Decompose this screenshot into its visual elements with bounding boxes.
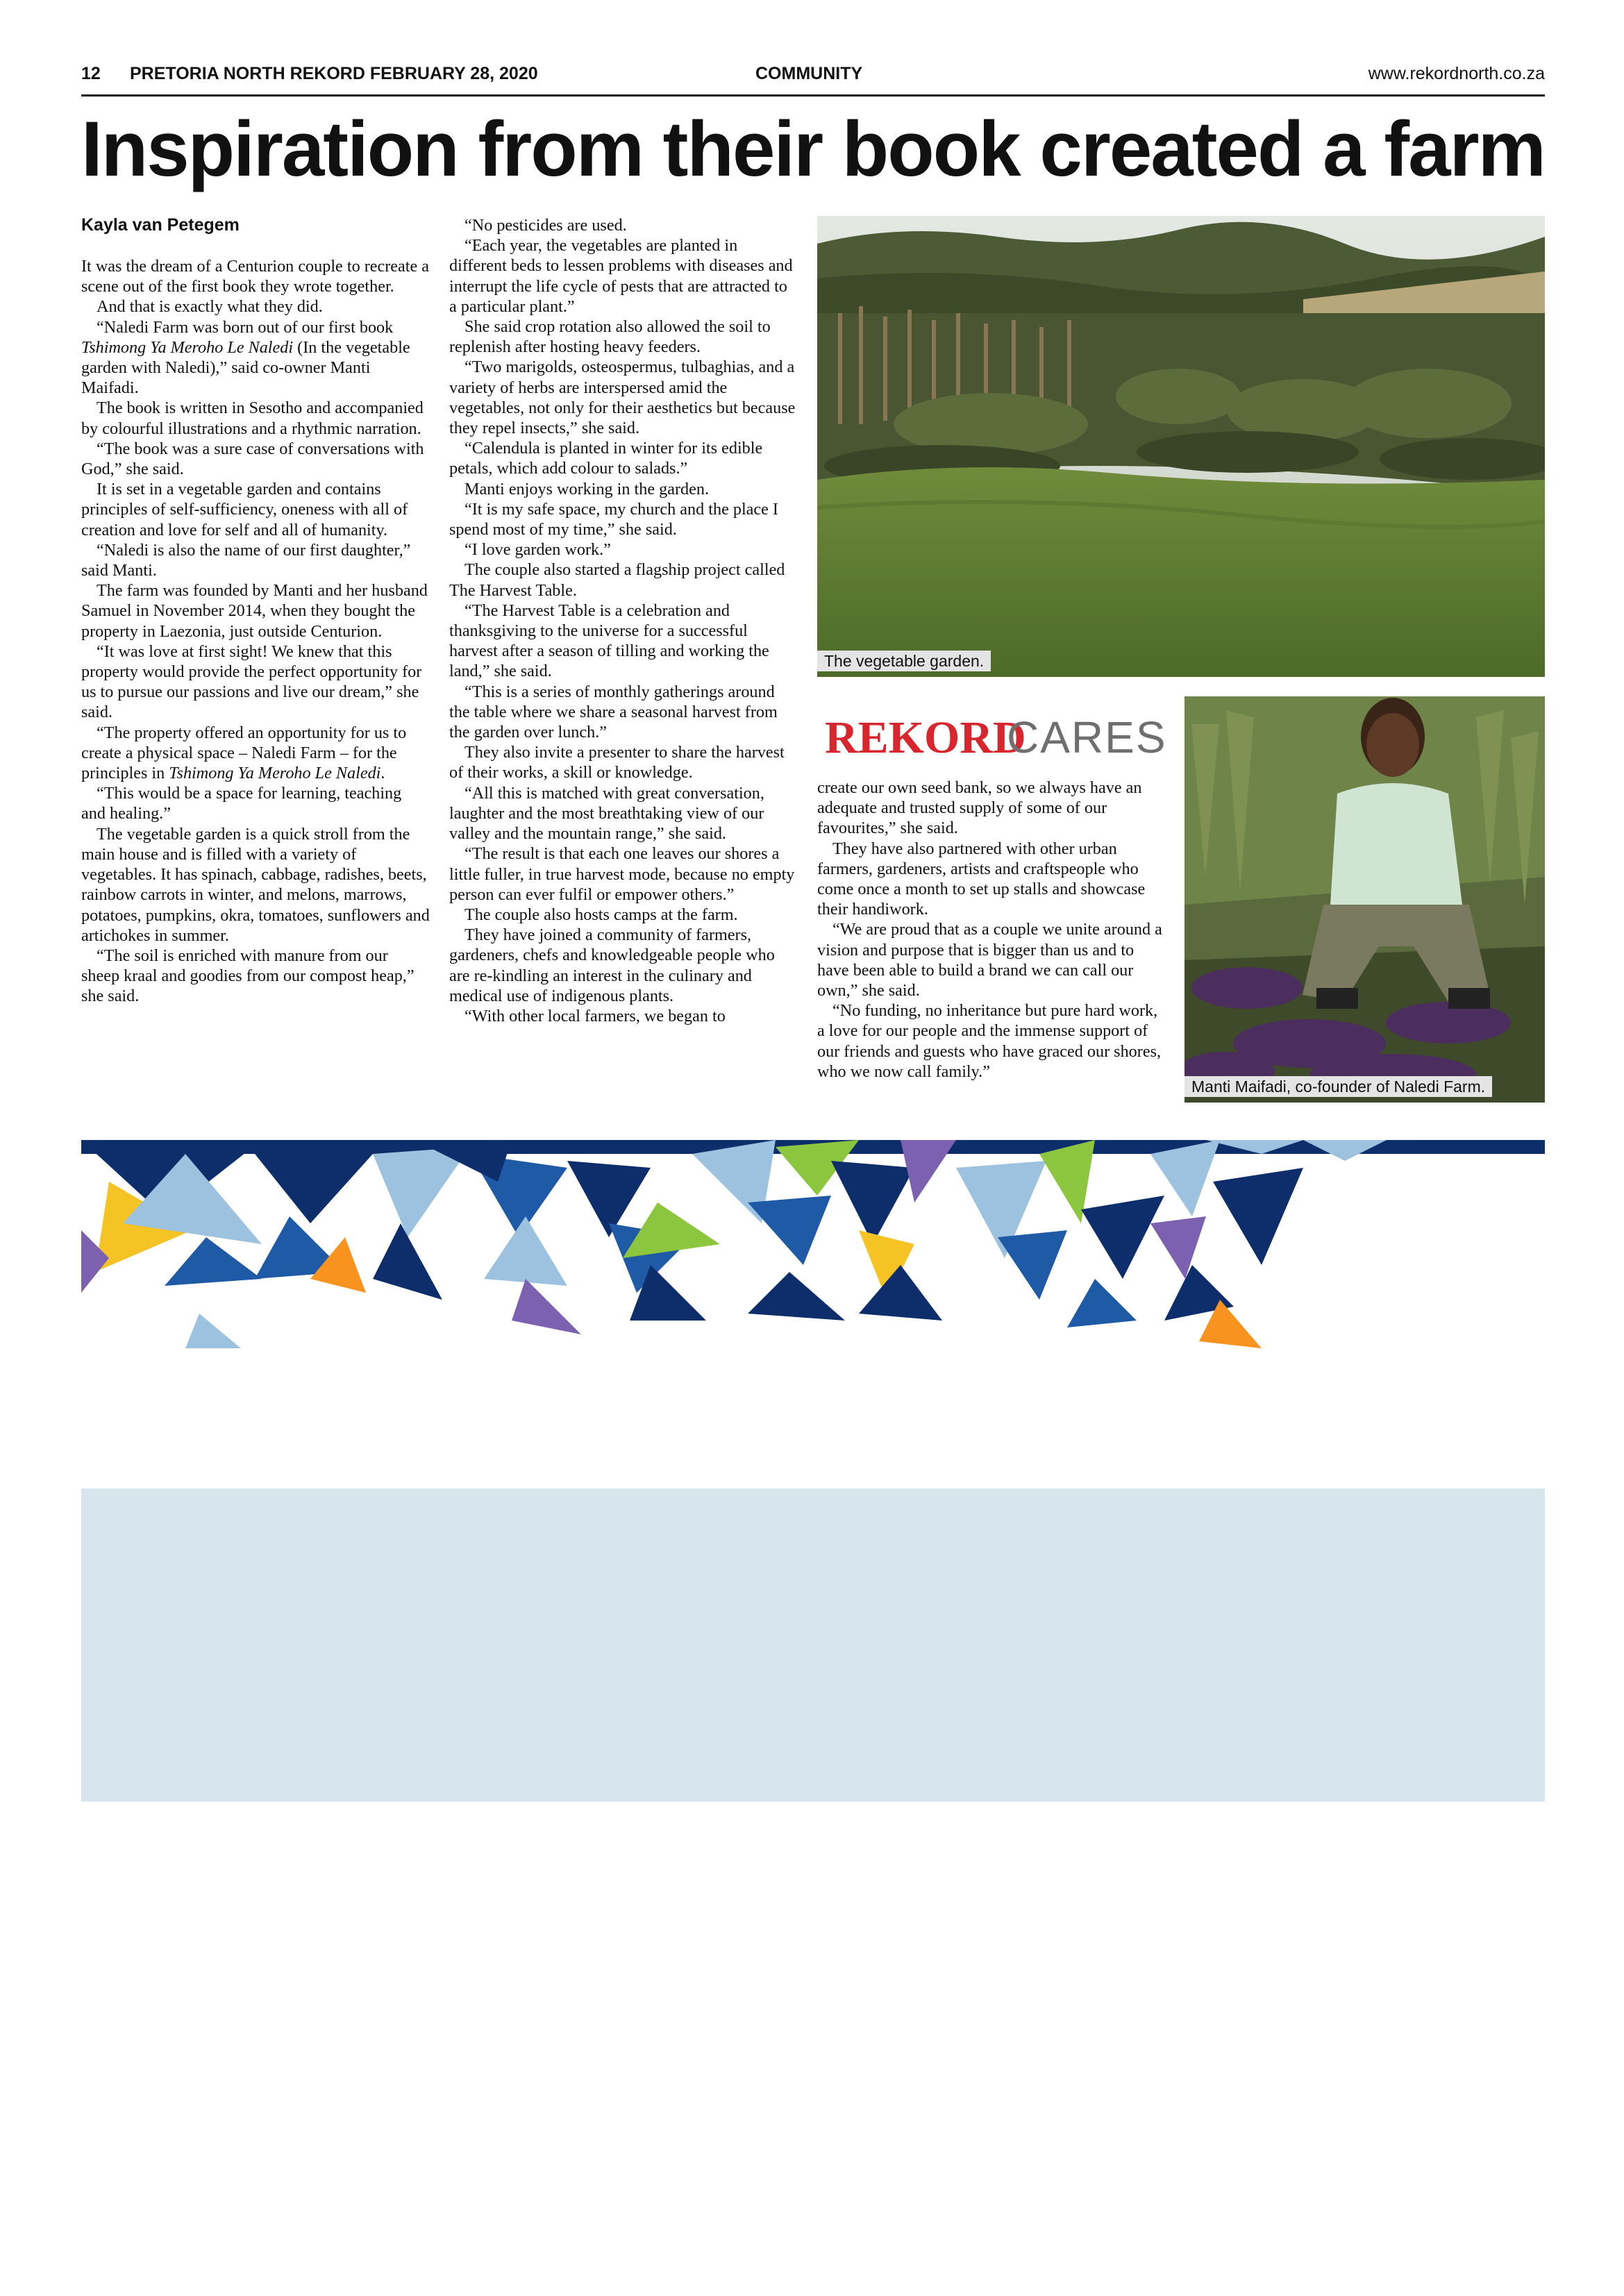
paragraph: “It was love at first sight! We knew that this property would provide the perfect opportunity for us to pursue our passions and live our dream,” she said. — [81, 642, 422, 722]
paragraph: The vegetable garden is a quick stroll from the main house and is filled with a variety of vegetables. It has spinach, cabbage, radishes, beets, rainbow carrots in winter, and melons, marrows, potatoes, pumpkins, okra, tomatoes, sunflowers and artichokes in summer. — [81, 824, 430, 945]
rekord-wordmark: REKORD — [825, 712, 1026, 763]
paragraph: create our own seed bank, so we always have an adequate and trusted supply of some of our favourites,” she said. — [817, 778, 1142, 838]
paragraph: “Each year, the vegetables are planted in different beds to lessen problems with diseases and interrupt the life cycle of pests that are attracted to a particular plant.” — [449, 236, 793, 316]
headline: Inspiration from their book created a farm — [81, 106, 1545, 192]
paragraph: The couple also started a flagship project called The Harvest Table. — [449, 560, 785, 600]
paragraph: “It is my safe space, my church and the place I spend most of my time,” she said. — [449, 499, 778, 539]
portrait-image — [1184, 696, 1545, 1103]
paragraph: “The Harvest Table is a celebration and thanksgiving to the universe for a successful harvest after a season of tilling and working the land,” she said. — [449, 601, 769, 681]
website-link[interactable]: www.rekordnorth.co.za — [1368, 64, 1545, 83]
paragraph: “All this is matched with great conversation, laughter and the most breathtaking view of our valley and the mountain range,” she said. — [449, 783, 764, 844]
paragraph: They have joined a community of farmers, gardeners, chefs and knowledgeable people who are re-kindling an interest in the culinary and medical use of indigenous plants. — [449, 925, 775, 1005]
rekord-cares-logo — [825, 710, 1172, 765]
article-column-3 — [817, 778, 1166, 1082]
paragraph: “This would be a space for learning, teaching and healing.” — [81, 784, 402, 823]
paragraph: She said crop rotation also allowed the soil to replenish after hosting heavy feeders. — [449, 317, 771, 357]
paragraph: “This is a series of monthly gatherings around the table where we share a seasonal harvest from the garden over lunch.” — [449, 682, 778, 742]
section-label: COMMUNITY — [755, 64, 863, 83]
paragraph: They also invite a presenter to share the harvest of their works, a skill or knowledge. — [449, 743, 785, 782]
paragraph: “The property offered an opportunity for us to create a physical space – Naledi Farm – for the principles in Tshimong Ya Meroho Le Naledi. — [81, 723, 407, 783]
decorative-triangle-banner — [81, 1140, 1545, 1362]
paragraph: And that is exactly what they did. — [97, 297, 323, 317]
paragraph: “Two marigolds, osteospermus, tulbaghias, and a variety of herbs are interspersed amid the vegetables, not only for their aesthetics but because they repel insects,” she said. — [449, 358, 796, 438]
paragraph: “With other local farmers, we began to — [464, 1006, 726, 1025]
vegetable-garden-photo — [817, 216, 1545, 677]
byline: Kayla van Petegem — [81, 215, 240, 235]
garden-photo-image — [817, 216, 1545, 677]
paragraph: “Calendula is planted in winter for its edible petals, which add colour to salads.” — [449, 439, 763, 478]
paragraph: It is set in a vegetable garden and contains principles of self-sufficiency, oneness with all of creation and love for self and all of humanity. — [81, 480, 408, 539]
paragraph: “No funding, no inheritance but pure hard work, a love for our people and the immense support of our friends and guests who have graced our shores, who we now call family.” — [817, 1001, 1162, 1081]
paragraph: “No pesticides are used. — [464, 216, 627, 235]
paragraph: “The book was a sure case of conversations with God,” she said. — [81, 439, 424, 479]
publication-date-line: PRETORIA NORTH REKORD FEBRUARY 28, 2020 — [130, 64, 538, 83]
portrait-caption: Manti Maifadi, co-founder of Naledi Farm. — [1184, 1076, 1492, 1097]
paragraph: It was the dream of a Centurion couple to recreate a scene out of the first book they wrote together. — [81, 257, 429, 296]
paragraph: “The result is that each one leaves our shores a little fuller, in true harvest mode, because no empty person can ever fulfil or empower others.” — [449, 844, 795, 904]
cares-wordmark: CARES — [1007, 712, 1167, 762]
paragraph: The farm was founded by Manti and her husband Samuel in November 2014, when they bought the property in Laezonia, just outside Centurion. — [81, 581, 428, 641]
paragraph: The book is written in Sesotho and accompanied by colourful illustrations and a rhythmic narration. — [81, 399, 424, 438]
manti-maifadi-portrait-photo — [1184, 696, 1545, 1103]
paragraph: “I love garden work.” — [464, 540, 611, 560]
paragraph: “We are proud that as a couple we unite around a vision and purpose that is bigger than us and to have been able to build a brand we can call our own,” she said. — [817, 920, 1162, 1000]
advertisement-panel — [81, 1489, 1545, 1802]
paragraph: “Naledi Farm was born out of our first book Tshimong Ya Meroho Le Naledi (In the vegetable garden with Naledi),” said co-owner Manti Maifadi. — [81, 317, 410, 398]
page-number: 12 — [81, 64, 101, 83]
paragraph: Manti enjoys working in the garden. — [464, 479, 709, 498]
header-rule — [81, 94, 1545, 97]
paragraph: “The soil is enriched with manure from our sheep kraal and goodies from our compost heap,” she said. — [81, 946, 415, 1006]
paragraph: “Naledi is also the name of our first daughter,” said Manti. — [81, 540, 411, 580]
garden-photo-caption: The vegetable garden. — [817, 651, 991, 671]
paragraph: They have also partnered with other urban farmers, gardeners, artists and craftspeople who come once a month to set up stalls and showcase their handiwork. — [817, 839, 1146, 919]
paragraph: The couple also hosts camps at the farm. — [464, 905, 738, 924]
article-column-2 — [449, 215, 798, 1026]
article-column-1 — [81, 256, 430, 1007]
